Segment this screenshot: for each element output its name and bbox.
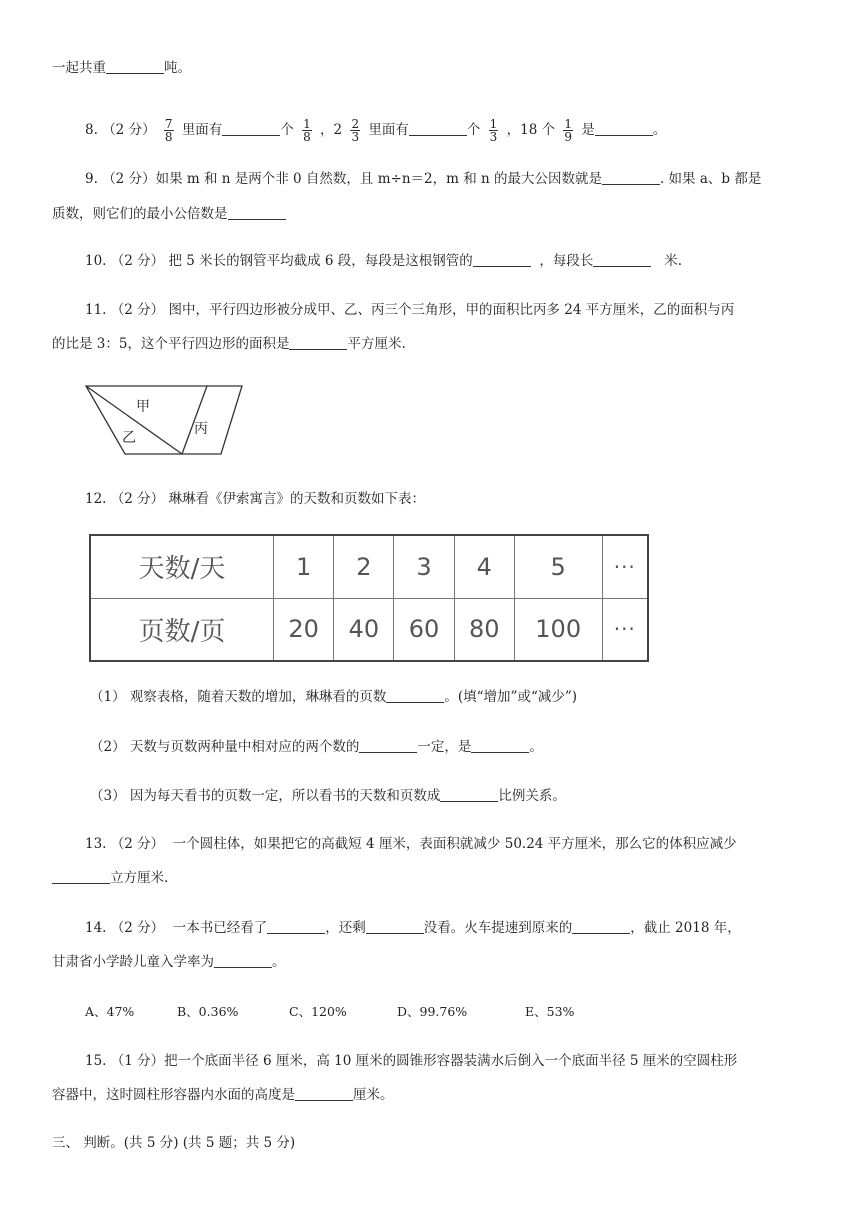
fraction-1-9: $\frac{1}{9}$ bbox=[564, 117, 573, 144]
question-text: 里面有 bbox=[181, 122, 223, 138]
table-cell: 1 bbox=[274, 535, 334, 598]
question-13-line-2 bbox=[52, 868, 168, 888]
question-14-options bbox=[85, 1002, 585, 1022]
answer-blank[interactable] bbox=[267, 919, 325, 934]
answer-blank[interactable] bbox=[214, 953, 272, 968]
question-9 bbox=[85, 169, 761, 189]
answer-blank[interactable] bbox=[572, 919, 630, 934]
question-12-sub-3 bbox=[90, 786, 566, 806]
question-text: ，每段长 bbox=[539, 253, 594, 269]
question-text: ，2 bbox=[320, 122, 343, 138]
table-cell: 3 bbox=[394, 535, 454, 598]
question-number: 15. bbox=[85, 1053, 107, 1069]
question-text: 。 bbox=[529, 739, 543, 755]
fraction-1-3: $\frac{1}{3}$ bbox=[489, 117, 498, 144]
table-cell-ellipsis: ··· bbox=[602, 535, 648, 598]
table-cell: 100 bbox=[514, 598, 602, 661]
question-text: 观察表格，随着天数的增加，琳琳看的页数 bbox=[129, 689, 387, 705]
table-cell: 5 bbox=[514, 535, 602, 598]
question-text: 厘米。 bbox=[353, 1087, 394, 1103]
question-text: 把 5 米长的钢管平均截成 6 段，每段是这根钢管的 bbox=[168, 253, 473, 269]
option-c[interactable]: C、120% bbox=[289, 1004, 347, 1019]
question-score: （2 分） bbox=[110, 302, 165, 318]
question-number: 13. bbox=[85, 836, 107, 852]
option-a[interactable]: A、47% bbox=[85, 1004, 135, 1019]
table-cell: 40 bbox=[334, 598, 394, 661]
answer-blank[interactable] bbox=[52, 869, 110, 884]
question-text: ，还剩 bbox=[325, 920, 366, 936]
answer-blank[interactable] bbox=[602, 170, 660, 185]
question-number: 10. bbox=[85, 253, 107, 269]
question-text: 没看。火车提速到原来的 bbox=[423, 920, 573, 936]
table-header-pages: 页数/页 bbox=[90, 598, 274, 661]
question-score: （1 分） bbox=[110, 1053, 165, 1069]
option-d[interactable]: D、99.76% bbox=[397, 1004, 468, 1019]
answer-blank[interactable] bbox=[440, 787, 498, 802]
section-title: 三、 判断。(共 5 分) (共 5 题；共 5 分) bbox=[52, 1135, 296, 1151]
question-text: ，截止 2018 年， bbox=[630, 920, 741, 936]
question-score: （2 分） bbox=[110, 836, 165, 852]
sub-label: （2） bbox=[90, 739, 126, 755]
table-cell: 60 bbox=[394, 598, 454, 661]
question-text: 米. bbox=[664, 253, 683, 269]
answer-blank[interactable] bbox=[595, 121, 653, 136]
table-row-pages bbox=[90, 598, 648, 661]
table-header-days: 天数/天 bbox=[90, 535, 274, 598]
question-9-line-2 bbox=[52, 204, 286, 224]
question-text: 的比是 3：5，这个平行四边形的面积是 bbox=[52, 336, 290, 352]
fraction-7-8: $\frac{7}{8}$ bbox=[164, 117, 173, 144]
question-number: 9. bbox=[85, 171, 98, 187]
question-15 bbox=[85, 1051, 737, 1071]
question-text: 个 bbox=[466, 122, 481, 138]
question-text: 个 bbox=[280, 122, 294, 138]
option-e[interactable]: E、53% bbox=[525, 1004, 575, 1019]
question-score: （2 分） bbox=[110, 253, 165, 269]
question-score: （2 分） bbox=[102, 171, 156, 187]
question-12-sub-1 bbox=[90, 687, 577, 707]
question-8 bbox=[85, 116, 666, 144]
question-14-line-2 bbox=[52, 952, 286, 972]
question-text: 把一个底面半径 6 厘米，高 10 厘米的圆锥形容器装满水后倒入一个底面半径 5 厘米的空圆柱形 bbox=[164, 1053, 738, 1069]
answer-blank[interactable] bbox=[386, 688, 444, 703]
question-text: 天数与页数两种量中相对应的两个数的 bbox=[129, 739, 360, 755]
question-number: 12. bbox=[85, 491, 107, 507]
question-text: 。 bbox=[652, 122, 667, 138]
question-number: 11. bbox=[85, 302, 107, 318]
q7-tail-unit: 吨。 bbox=[164, 60, 191, 76]
table-cell: 20 bbox=[274, 598, 334, 661]
answer-blank[interactable] bbox=[289, 335, 347, 350]
table-row-days bbox=[90, 535, 648, 598]
question-text: 一本书已经看了 bbox=[172, 920, 268, 936]
answer-blank[interactable] bbox=[228, 205, 286, 220]
question-score: （2 分） bbox=[102, 122, 156, 138]
option-b[interactable]: B、0.36% bbox=[177, 1004, 239, 1019]
question-text: 立方厘米. bbox=[110, 870, 169, 886]
question-11 bbox=[85, 300, 734, 320]
table-cell: 4 bbox=[454, 535, 514, 598]
question-12-sub-2 bbox=[90, 737, 543, 757]
question-text: 一定，是 bbox=[417, 739, 472, 755]
question-10 bbox=[85, 251, 682, 271]
diagonal-right bbox=[182, 386, 207, 454]
question-text: 琳琳看《伊索寓言》的天数和页数如下表： bbox=[168, 491, 425, 507]
answer-blank[interactable] bbox=[471, 738, 529, 753]
answer-blank[interactable] bbox=[106, 59, 164, 74]
question-number: 14. bbox=[85, 920, 107, 936]
question-12 bbox=[85, 489, 425, 509]
question-score: （2 分） bbox=[110, 491, 165, 507]
q7-tail bbox=[52, 58, 191, 78]
fraction-1-8: $\frac{1}{8}$ bbox=[303, 117, 311, 144]
question-text: 容器中，这时圆柱形容器内水面的高度是 bbox=[52, 1087, 295, 1103]
question-number: 8. bbox=[85, 122, 98, 138]
parallelogram-outline bbox=[86, 386, 242, 454]
question-score: （2 分） bbox=[110, 920, 165, 936]
table-cell: 80 bbox=[454, 598, 514, 661]
answer-blank[interactable] bbox=[359, 738, 417, 753]
answer-blank[interactable] bbox=[295, 1086, 353, 1101]
question-text: 如果 m 和 n 是两个非 0 自然数，且 m÷n＝2，m 和 n 的最大公因数就是 bbox=[155, 171, 602, 187]
answer-blank[interactable] bbox=[593, 252, 651, 267]
question-text: 是 bbox=[581, 122, 595, 138]
question-text: 因为每天看书的页数一定，所以看书的天数和页数成 bbox=[129, 788, 441, 804]
question-text: 里面有 bbox=[368, 122, 409, 138]
answer-blank[interactable] bbox=[222, 121, 280, 136]
question-text: 。 bbox=[272, 954, 286, 970]
question-text: 平方厘米. bbox=[347, 336, 406, 352]
answer-blank[interactable] bbox=[409, 121, 467, 136]
parallelogram-figure bbox=[80, 384, 260, 460]
answer-blank[interactable] bbox=[473, 252, 531, 267]
question-11-line-2 bbox=[52, 334, 406, 354]
question-text: 。(填“增加”或“减少”) bbox=[444, 689, 578, 705]
label-jia: 甲 bbox=[136, 399, 150, 415]
question-13 bbox=[85, 834, 737, 854]
question-text: 甘肃省小学龄儿童入学率为 bbox=[52, 954, 214, 970]
question-15-line-2 bbox=[52, 1085, 394, 1105]
question-text: 一个圆柱体，如果把它的高截短 4 厘米，表面积就减少 50.24 平方厘米，那么它的体积应减少 bbox=[172, 836, 737, 852]
sub-label: （1） bbox=[90, 689, 126, 705]
table-cell: 2 bbox=[334, 535, 394, 598]
question-text: ，18 个 bbox=[506, 122, 556, 138]
label-yi: 乙 bbox=[122, 430, 136, 446]
question-text: 比例关系。 bbox=[498, 788, 566, 804]
section-3-title bbox=[52, 1133, 295, 1153]
table-cell-ellipsis: ··· bbox=[602, 598, 648, 661]
fraction-2-3: $\frac{2}{3}$ bbox=[351, 117, 360, 144]
question-text: . 如果 a、b 都是 bbox=[659, 171, 762, 187]
label-bing: 丙 bbox=[194, 421, 208, 437]
question-14 bbox=[85, 918, 741, 938]
question-text: 质数，则它们的最小公倍数是 bbox=[52, 206, 228, 222]
q7-tail-text: 一起共重 bbox=[52, 60, 106, 76]
question-text: 图中，平行四边形被分成甲、乙、丙三个三角形，甲的面积比丙多 24 平方厘米，乙的面积与丙 bbox=[168, 302, 735, 318]
sub-label: （3） bbox=[90, 788, 126, 804]
answer-blank[interactable] bbox=[366, 919, 424, 934]
days-pages-table bbox=[89, 534, 649, 662]
